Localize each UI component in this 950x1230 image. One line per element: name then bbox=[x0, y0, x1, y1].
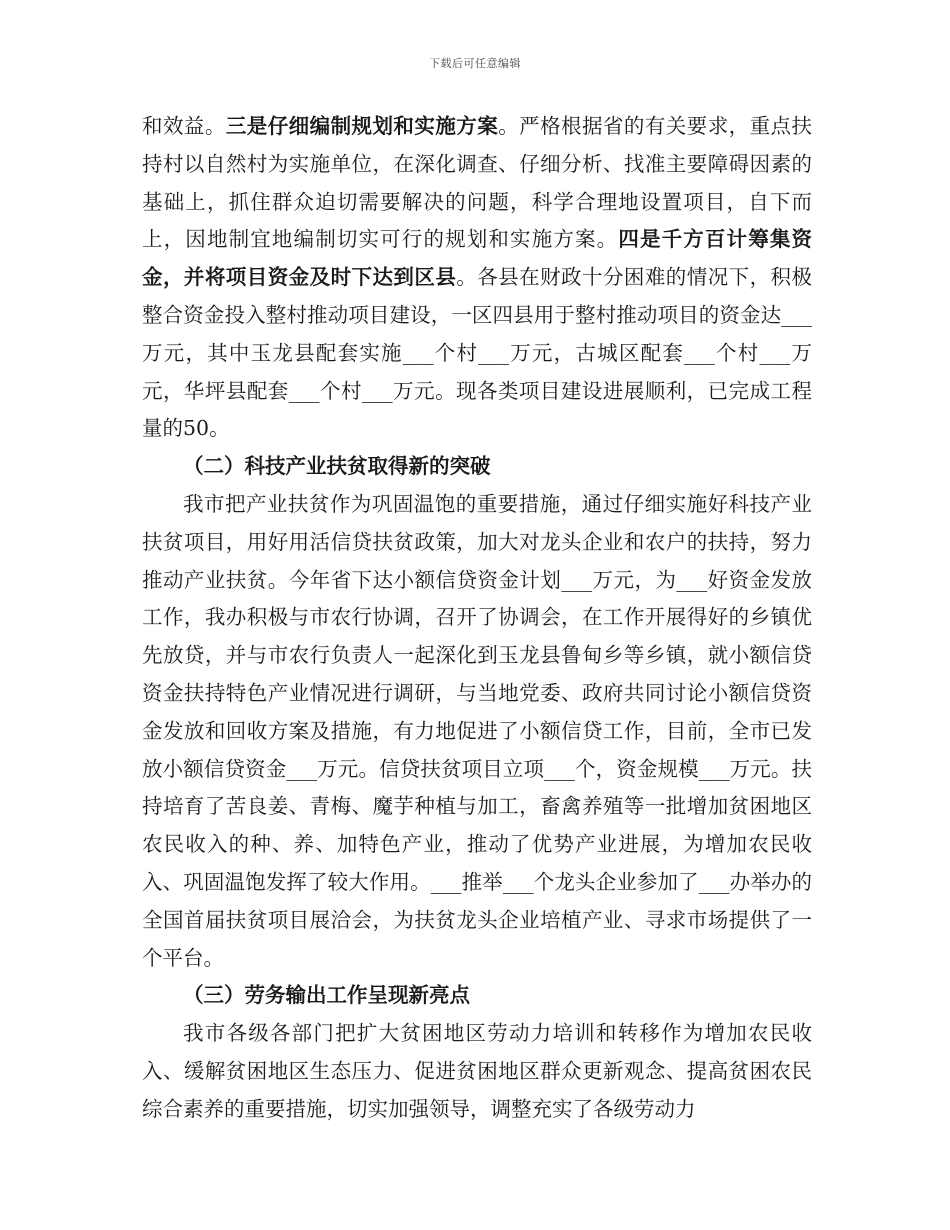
paragraph-text: 。严格根据省的有关要求，重点扶持村以自然村为实施单位，在深化调查、仔细分析、找准主要障碍因素的基础上，抓住群众迫切需要解决的问题，科学合理地设置项目，自下而上，因地制宜地编制切实可行的规划和实施方案。 bbox=[142, 114, 813, 252]
paragraph-funding bbox=[142, 108, 812, 448]
paragraph-text: 和效益。 bbox=[142, 114, 226, 138]
bold-point-four: 四是千方百计筹集资金，并将项目资金及时下达到区县 bbox=[142, 227, 813, 290]
section-heading-3: （三）劳务输出工作呈现新亮点 bbox=[183, 983, 470, 1008]
page-header: 下载后可任意编辑 bbox=[429, 57, 521, 70]
document-body bbox=[142, 108, 812, 1129]
bold-point-three: 三是仔细编制规划和实施方案 bbox=[225, 114, 499, 138]
paragraph-industry: 我市把产业扶贫作为巩固温饱的重要措施，通过仔细实施好科技产业扶贫项目，用好用活信贷扶贫政策，加大对龙头企业和农户的扶持，努力推动产业扶贫。今年省下达小额信贷资金计划___万元，为___好资金发放工作，我办积极与市农行协调，召开了协调会，在工作开展得好的乡镇优先放贷，并与市农行负责人一起深化到玉龙县鲁甸乡等乡镇，就小额信贷资金扶持特色产业情况进行调研，与当地党委、政府共同讨论小额信贷资金发放和回收方案及措施，有力地促进了小额信贷工作，目前，全市已发放小额信贷资金___万元。信贷扶贫项目立项___个，资金规模___万元。扶持培育了苦良姜、青梅、魔芋种植与加工，畜禽养殖等一批增加贫困地区农民收入的种、养、加特色产业，推动了优势产业进展，为增加农民收入、巩固温饱发挥了较大作用。___推举___个龙头企业参加了___办举办的全国首届扶贫项目展洽会，为扶贫龙头企业培植产业、寻求市场提供了一个平台。 bbox=[142, 491, 812, 970]
section-heading-2: （二）科技产业扶贫取得新的突破 bbox=[183, 454, 491, 479]
paragraph-labor: 我市各级各部门把扩大贫困地区劳动力培训和转移作为增加农民收入、缓解贫困地区生态压力、促进贫困地区群众更新观念、提高贫困农民综合素养的重要措施，切实加强领导，调整充实了各级劳动力 bbox=[142, 1021, 812, 1121]
paragraph-text: 。各县在财政十分困难的情况下，积极整合资金投入整村推动项目建设，一区四县用于整村推动项目的资金达___万元，其中玉龙县配套实施___个村___万元，古城区配套___个村___万元，华坪县配套___个村___万元。现各类项目建设进展顺利，已完成工程量的50。 bbox=[142, 265, 813, 441]
